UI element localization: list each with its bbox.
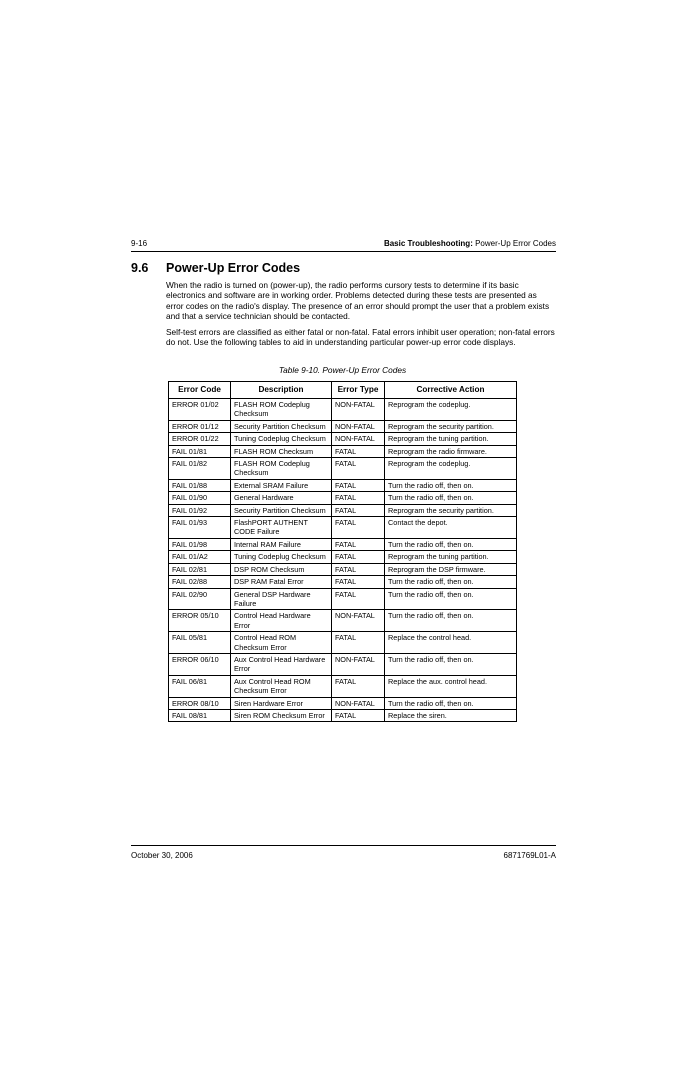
cell-description: Aux Control Head Hardware Error: [231, 653, 332, 675]
cell-corrective-action: Turn the radio off, then on.: [385, 697, 517, 709]
running-head: [384, 238, 556, 250]
cell-error-type: FATAL: [332, 576, 385, 588]
cell-corrective-action: Turn the radio off, then on.: [385, 538, 517, 550]
cell-description: DSP RAM Fatal Error: [231, 576, 332, 588]
table-row: [169, 653, 517, 675]
cell-error-type: FATAL: [332, 458, 385, 480]
cell-error-type: FATAL: [332, 588, 385, 610]
cell-description: Security Partition Checksum: [231, 420, 332, 432]
page-number: 9-16: [131, 239, 148, 248]
cell-description: Security Partition Checksum: [231, 504, 332, 516]
cell-error-type: NON-FATAL: [332, 610, 385, 632]
cell-description: FLASH ROM Checksum: [231, 445, 332, 457]
cell-description: Siren Hardware Error: [231, 697, 332, 709]
cell-error-code: FAIL 01/81: [169, 445, 231, 457]
running-head-separator: :: [470, 239, 476, 248]
cell-description: General Hardware: [231, 492, 332, 504]
cell-description: Siren ROM Checksum Error: [231, 709, 332, 721]
table-caption: Table 9-10. Power-Up Error Codes: [278, 365, 407, 375]
cell-description: Internal RAM Failure: [231, 538, 332, 550]
cell-description: FLASH ROM Codeplug Checksum: [231, 458, 332, 480]
cell-error-code: ERROR 01/02: [169, 399, 231, 421]
cell-error-code: FAIL 01/98: [169, 538, 231, 550]
cell-corrective-action: Replace the control head.: [385, 632, 517, 654]
table-row: [169, 709, 517, 721]
cell-corrective-action: Reprogram the codeplug.: [385, 399, 517, 421]
table-row: [169, 563, 517, 575]
cell-error-code: FAIL 01/88: [169, 479, 231, 491]
table-row: [169, 433, 517, 445]
table-row: [169, 504, 517, 516]
footer-rule: [131, 845, 556, 846]
section-number: 9.6: [131, 261, 149, 275]
cell-error-type: FATAL: [332, 479, 385, 491]
section-title: Power-Up Error Codes: [166, 261, 301, 275]
cell-error-type: NON-FATAL: [332, 433, 385, 445]
cell-error-code: FAIL 01/90: [169, 492, 231, 504]
table-row: [169, 479, 517, 491]
cell-error-code: FAIL 02/81: [169, 563, 231, 575]
cell-error-code: ERROR 06/10: [169, 653, 231, 675]
cell-corrective-action: Reprogram the DSP firmware.: [385, 563, 517, 575]
classification-paragraph: Self-test errors are classified as either fatal or non-fatal. Fatal errors inhibit user operation; non-fatal errors do not. Use the following tables to aid in understanding particular power-up error code displays.: [166, 327, 555, 348]
cell-description: Tuning Codeplug Checksum: [231, 551, 332, 563]
cell-error-code: ERROR 05/10: [169, 610, 231, 632]
cell-error-code: ERROR 01/12: [169, 420, 231, 432]
cell-description: FLASH ROM Codeplug Checksum: [231, 399, 332, 421]
cell-corrective-action: Reprogram the tuning partition.: [385, 551, 517, 563]
table-row: [169, 697, 517, 709]
cell-corrective-action: Contact the depot.: [385, 517, 517, 539]
table-row: [169, 632, 517, 654]
page-header: [131, 238, 556, 250]
table-row: [169, 517, 517, 539]
cell-error-code: FAIL 06/81: [169, 675, 231, 697]
cell-corrective-action: Reprogram the radio firmware.: [385, 445, 517, 457]
footer-document-number: 6871769L01-A: [503, 851, 556, 860]
header-corrective-action: Corrective Action: [385, 382, 517, 399]
error-codes-table: [168, 381, 517, 722]
cell-corrective-action: Replace the aux. control head.: [385, 675, 517, 697]
cell-error-code: ERROR 01/22: [169, 433, 231, 445]
table-row: [169, 675, 517, 697]
table-row: [169, 551, 517, 563]
table-header-row: [169, 382, 517, 399]
table-row: [169, 399, 517, 421]
header-description: Description: [231, 382, 332, 399]
cell-error-code: FAIL 05/81: [169, 632, 231, 654]
cell-corrective-action: Reprogram the security partition.: [385, 420, 517, 432]
cell-description: Tuning Codeplug Checksum: [231, 433, 332, 445]
cell-error-type: FATAL: [332, 492, 385, 504]
cell-corrective-action: Turn the radio off, then on.: [385, 576, 517, 588]
header-error-code: Error Code: [169, 382, 231, 399]
cell-corrective-action: Turn the radio off, then on.: [385, 588, 517, 610]
table-row: [169, 445, 517, 457]
cell-error-type: FATAL: [332, 538, 385, 550]
section-heading: [131, 260, 300, 276]
table-row: [169, 576, 517, 588]
table-row: [169, 610, 517, 632]
cell-description: DSP ROM Checksum: [231, 563, 332, 575]
cell-error-code: FAIL 02/88: [169, 576, 231, 588]
cell-error-type: NON-FATAL: [332, 653, 385, 675]
table-row: [169, 420, 517, 432]
cell-error-code: FAIL 02/90: [169, 588, 231, 610]
cell-error-type: FATAL: [332, 445, 385, 457]
cell-corrective-action: Reprogram the codeplug.: [385, 458, 517, 480]
cell-description: Control Head ROM Checksum Error: [231, 632, 332, 654]
cell-error-type: FATAL: [332, 675, 385, 697]
table-row: [169, 492, 517, 504]
cell-error-code: ERROR 08/10: [169, 697, 231, 709]
cell-corrective-action: Turn the radio off, then on.: [385, 492, 517, 504]
cell-error-type: FATAL: [332, 517, 385, 539]
table-row: [169, 458, 517, 480]
cell-error-code: FAIL 08/81: [169, 709, 231, 721]
cell-description: FlashPORT AUTHENT CODE Failure: [231, 517, 332, 539]
cell-corrective-action: Turn the radio off, then on.: [385, 610, 517, 632]
footer-date: October 30, 2006: [131, 851, 193, 860]
cell-corrective-action: Replace the siren.: [385, 709, 517, 721]
page-footer: [131, 850, 556, 862]
cell-corrective-action: Turn the radio off, then on.: [385, 479, 517, 491]
header-rule: [131, 251, 556, 252]
cell-error-type: FATAL: [332, 709, 385, 721]
table-row: [169, 538, 517, 550]
cell-description: Aux Control Head ROM Checksum Error: [231, 675, 332, 697]
cell-error-type: NON-FATAL: [332, 420, 385, 432]
intro-paragraph: When the radio is turned on (power-up), the radio performs cursory tests to determine if its basic electronics and software are in working order. Problems detected during these tests are presented as error codes on the radio's display. The presence of an error should prompt the user that a problem exists and that a service technician should be contacted.: [166, 280, 550, 322]
running-head-topic: Power-Up Error Codes: [475, 239, 556, 248]
cell-error-code: FAIL 01/93: [169, 517, 231, 539]
cell-error-type: FATAL: [332, 504, 385, 516]
cell-error-type: NON-FATAL: [332, 399, 385, 421]
cell-corrective-action: Turn the radio off, then on.: [385, 653, 517, 675]
cell-corrective-action: Reprogram the security partition.: [385, 504, 517, 516]
cell-description: Control Head Hardware Error: [231, 610, 332, 632]
cell-description: General DSP Hardware Failure: [231, 588, 332, 610]
cell-error-type: FATAL: [332, 551, 385, 563]
cell-description: External SRAM Failure: [231, 479, 332, 491]
table-body: [169, 399, 517, 722]
cell-error-type: NON-FATAL: [332, 697, 385, 709]
table-row: [169, 588, 517, 610]
cell-error-code: FAIL 01/82: [169, 458, 231, 480]
header-error-type: Error Type: [332, 382, 385, 399]
cell-error-code: FAIL 01/A2: [169, 551, 231, 563]
running-head-chapter: Basic Troubleshooting: [383, 239, 471, 248]
cell-corrective-action: Reprogram the tuning partition.: [385, 433, 517, 445]
cell-error-type: FATAL: [332, 632, 385, 654]
cell-error-type: FATAL: [332, 563, 385, 575]
cell-error-code: FAIL 01/92: [169, 504, 231, 516]
